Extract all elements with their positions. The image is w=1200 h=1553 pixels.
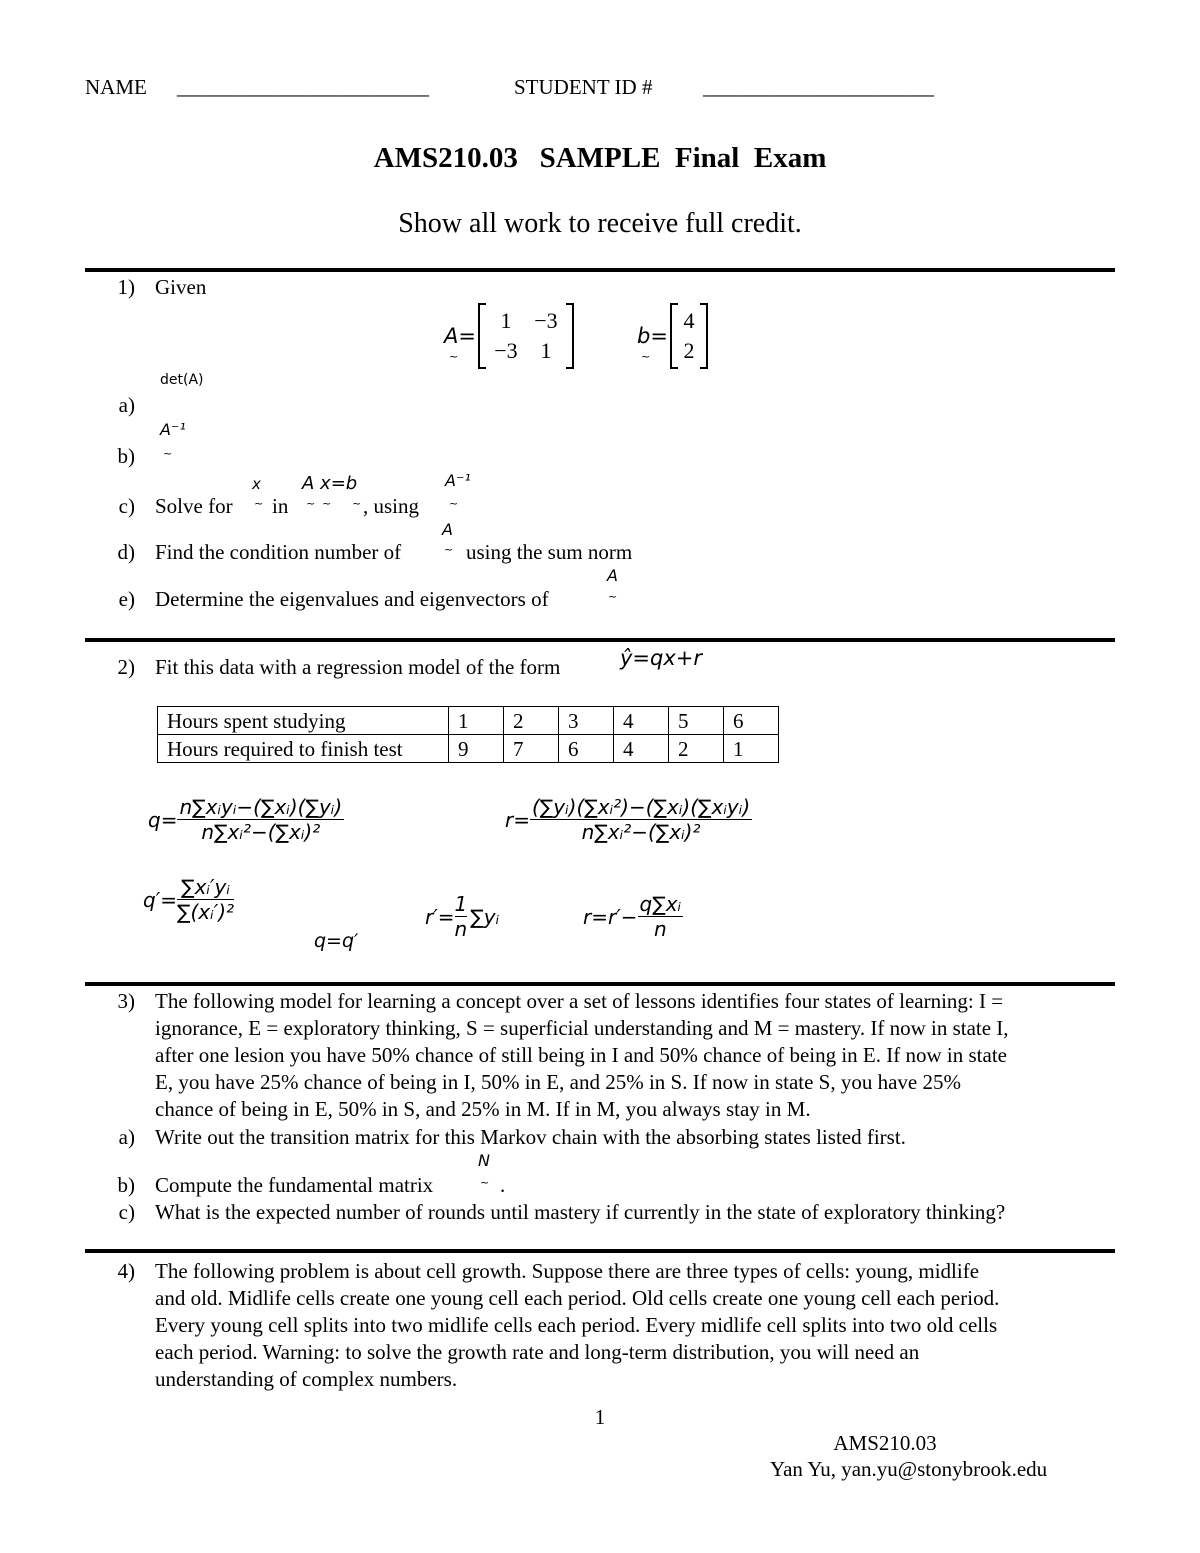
formula-numerator: (∑yᵢ)(∑xᵢ²)−(∑xᵢ)(∑xᵢyᵢ) xyxy=(531,795,751,819)
part-label: e) xyxy=(118,587,135,611)
part-text: Find the condition number of xyxy=(155,540,402,564)
tilde: ~ xyxy=(322,497,332,510)
part-label: b) xyxy=(117,1173,135,1197)
formula-lhs: r= xyxy=(505,807,530,832)
footer-author: Yan Yu, yan.yu@stonybrook.edu xyxy=(770,1457,1048,1481)
text-line: The following problem is about cell growth. Suppose there are three types of cells: young, midlife xyxy=(155,1259,980,1283)
vector-bracket-right xyxy=(700,303,708,369)
name-label: NAME xyxy=(85,75,147,99)
question-3-text xyxy=(155,988,1115,1123)
formula-numerator: q∑xᵢ xyxy=(639,892,682,916)
divider-rule xyxy=(85,268,1115,272)
table-cell: 3 xyxy=(559,707,614,735)
formula-denominator: ∑(xᵢ′)² xyxy=(177,900,235,924)
math-a-inverse: A⁻¹ xyxy=(160,420,186,439)
part-text: Solve for xyxy=(155,494,233,518)
formula-denominator: n∑xᵢ²−(∑xᵢ)² xyxy=(581,820,701,844)
vector-b-cell: 2 xyxy=(683,338,695,363)
vector-b-label: b= xyxy=(637,324,668,348)
divider-rule xyxy=(85,1249,1115,1253)
table-cell: 5 xyxy=(669,707,724,735)
text-line: The following model for learning a concept over a set of lessons identifies four states of learning: I = xyxy=(155,989,1004,1013)
table-row xyxy=(158,707,779,735)
math-ax-b: A x=b xyxy=(302,473,358,494)
text-line: Every young cell splits into two midlife cells each period. Every midlife cell splits into two old cells xyxy=(155,1313,998,1337)
formula-q xyxy=(148,795,344,844)
tilde: ~ xyxy=(306,497,316,510)
part-text: Write out the transition matrix for this Markov chain with the absorbing states listed first. xyxy=(155,1125,906,1149)
matrix-bracket-right xyxy=(566,303,574,369)
tilde: ~ xyxy=(352,497,362,510)
matrix-a-cell: 1 xyxy=(500,308,512,333)
formula-lhs: q′= xyxy=(143,887,177,912)
text-line: chance of being in E, 50% in S, and 25% in M. If in M, you always stay in M. xyxy=(155,1097,811,1121)
math-a: A xyxy=(442,520,453,539)
part-text: using the sum norm xyxy=(466,540,633,564)
table-cell: 9 xyxy=(449,735,504,763)
table-cell: 1 xyxy=(449,707,504,735)
student-id-blank: ______________________ xyxy=(703,75,934,99)
table-cell: 6 xyxy=(724,707,779,735)
table-cell: 2 xyxy=(504,707,559,735)
page-number: 1 xyxy=(594,1405,606,1429)
table-cell: 1 xyxy=(724,735,779,763)
formula-rest: ∑yᵢ xyxy=(470,904,500,929)
matrix-a-label: A= xyxy=(444,324,476,348)
regression-model: ŷ=qx+r xyxy=(620,646,703,670)
vector-bracket-left xyxy=(670,303,678,369)
part-text: Compute the fundamental matrix xyxy=(155,1173,434,1197)
formula-lhs: q= xyxy=(148,807,178,832)
table-cell: 6 xyxy=(559,735,614,763)
formula-numerator: ∑xᵢ′yᵢ xyxy=(181,875,230,899)
formula-numerator: n∑xᵢyᵢ−(∑xᵢ)(∑yᵢ) xyxy=(179,795,343,819)
math-n: N xyxy=(478,1151,490,1170)
part-text: , using xyxy=(363,494,420,518)
part-label: c) xyxy=(118,494,135,518)
table-cell: Hours required to finish test xyxy=(158,735,449,763)
tilde: ~ xyxy=(608,590,618,603)
divider-rule xyxy=(85,982,1115,986)
formula-r-adjusted xyxy=(583,892,683,941)
question-4-text xyxy=(155,1258,1115,1393)
matrix-a-cell: 1 xyxy=(540,338,552,363)
part-text: in xyxy=(272,494,289,518)
formula-lhs: r′= xyxy=(425,904,455,929)
matrix-a xyxy=(444,303,574,369)
tilde: ~ xyxy=(163,447,173,460)
formula-q-prime xyxy=(143,875,234,924)
formula-denominator: n xyxy=(454,917,468,941)
text-line: E, you have 25% chance of being in I, 50% in E, and 25% in S. If now in state S, you have 25% xyxy=(155,1070,961,1094)
footer-course: AMS210.03 xyxy=(833,1431,937,1455)
data-table xyxy=(157,706,779,763)
part-label: a) xyxy=(118,1125,135,1149)
tilde: ~ xyxy=(449,497,459,510)
math-det-a: det(A) xyxy=(160,372,204,388)
text-line: and old. Midlife cells create one young cell each period. Old cells create one young cell each period. xyxy=(155,1286,1000,1310)
math-x: x xyxy=(252,475,261,493)
part-text: Determine the eigenvalues and eigenvectors of xyxy=(155,587,549,611)
question-1-intro: Given xyxy=(155,275,207,299)
table-cell: Hours spent studying xyxy=(158,707,449,735)
name-blank: ________________________ xyxy=(177,75,429,99)
matrix-bracket-left xyxy=(478,303,486,369)
question-2-number: 2) xyxy=(117,655,135,679)
question-3-number: 3) xyxy=(117,989,135,1013)
question-4-number: 4) xyxy=(117,1259,135,1283)
math-a-inverse: A⁻¹ xyxy=(445,471,471,490)
text-line: each period. Warning: to solve the growth rate and long-term distribution, you will need an xyxy=(155,1340,920,1364)
tilde: ~ xyxy=(641,350,651,363)
table-cell: 7 xyxy=(504,735,559,763)
table-cell: 2 xyxy=(669,735,724,763)
formula-denominator: n xyxy=(653,917,667,941)
divider-rule xyxy=(85,638,1115,642)
question-1-number: 1) xyxy=(117,275,135,299)
part-label: b) xyxy=(117,444,135,468)
table-row xyxy=(158,735,779,763)
tilde: ~ xyxy=(480,1176,490,1189)
exam-subtitle: Show all work to receive full credit. xyxy=(398,208,802,239)
formula-numerator: 1 xyxy=(454,892,468,916)
text-line: understanding of complex numbers. xyxy=(155,1367,458,1391)
part-label: c) xyxy=(118,1200,135,1224)
text-line: ignorance, E = exploratory thinking, S = superficial understanding and M = mastery. If now in state I, xyxy=(155,1016,1009,1040)
part-label: d) xyxy=(117,540,135,564)
math-a: A xyxy=(607,566,618,585)
formula-denominator: n∑xᵢ²−(∑xᵢ)² xyxy=(201,820,321,844)
formula-r xyxy=(505,795,752,844)
part-text: What is the expected number of rounds until mastery if currently in the state of exploratory thinking? xyxy=(155,1200,1006,1224)
tilde: ~ xyxy=(449,350,459,363)
tilde: ~ xyxy=(444,543,454,556)
formula-lhs: r=r′− xyxy=(583,904,638,929)
student-id-label: STUDENT ID # xyxy=(514,75,653,99)
question-2-text: Fit this data with a regression model of the form xyxy=(155,655,561,679)
part-text: . xyxy=(500,1173,506,1197)
part-label: a) xyxy=(118,393,135,417)
matrix-a-cell: −3 xyxy=(534,308,558,333)
matrix-a-cell: −3 xyxy=(494,338,518,363)
tilde: ~ xyxy=(254,497,264,510)
text-line: after one lesion you have 50% chance of still being in I and 50% chance of being in E. If now in state xyxy=(155,1043,1007,1067)
table-cell: 4 xyxy=(614,707,669,735)
formula-r-prime xyxy=(425,892,499,941)
table-cell: 4 xyxy=(614,735,669,763)
exam-title: AMS210.03 SAMPLE Final Exam xyxy=(373,142,827,174)
vector-b-cell: 4 xyxy=(683,308,695,333)
formula-q-equals-q-prime: q=q′ xyxy=(314,930,359,952)
